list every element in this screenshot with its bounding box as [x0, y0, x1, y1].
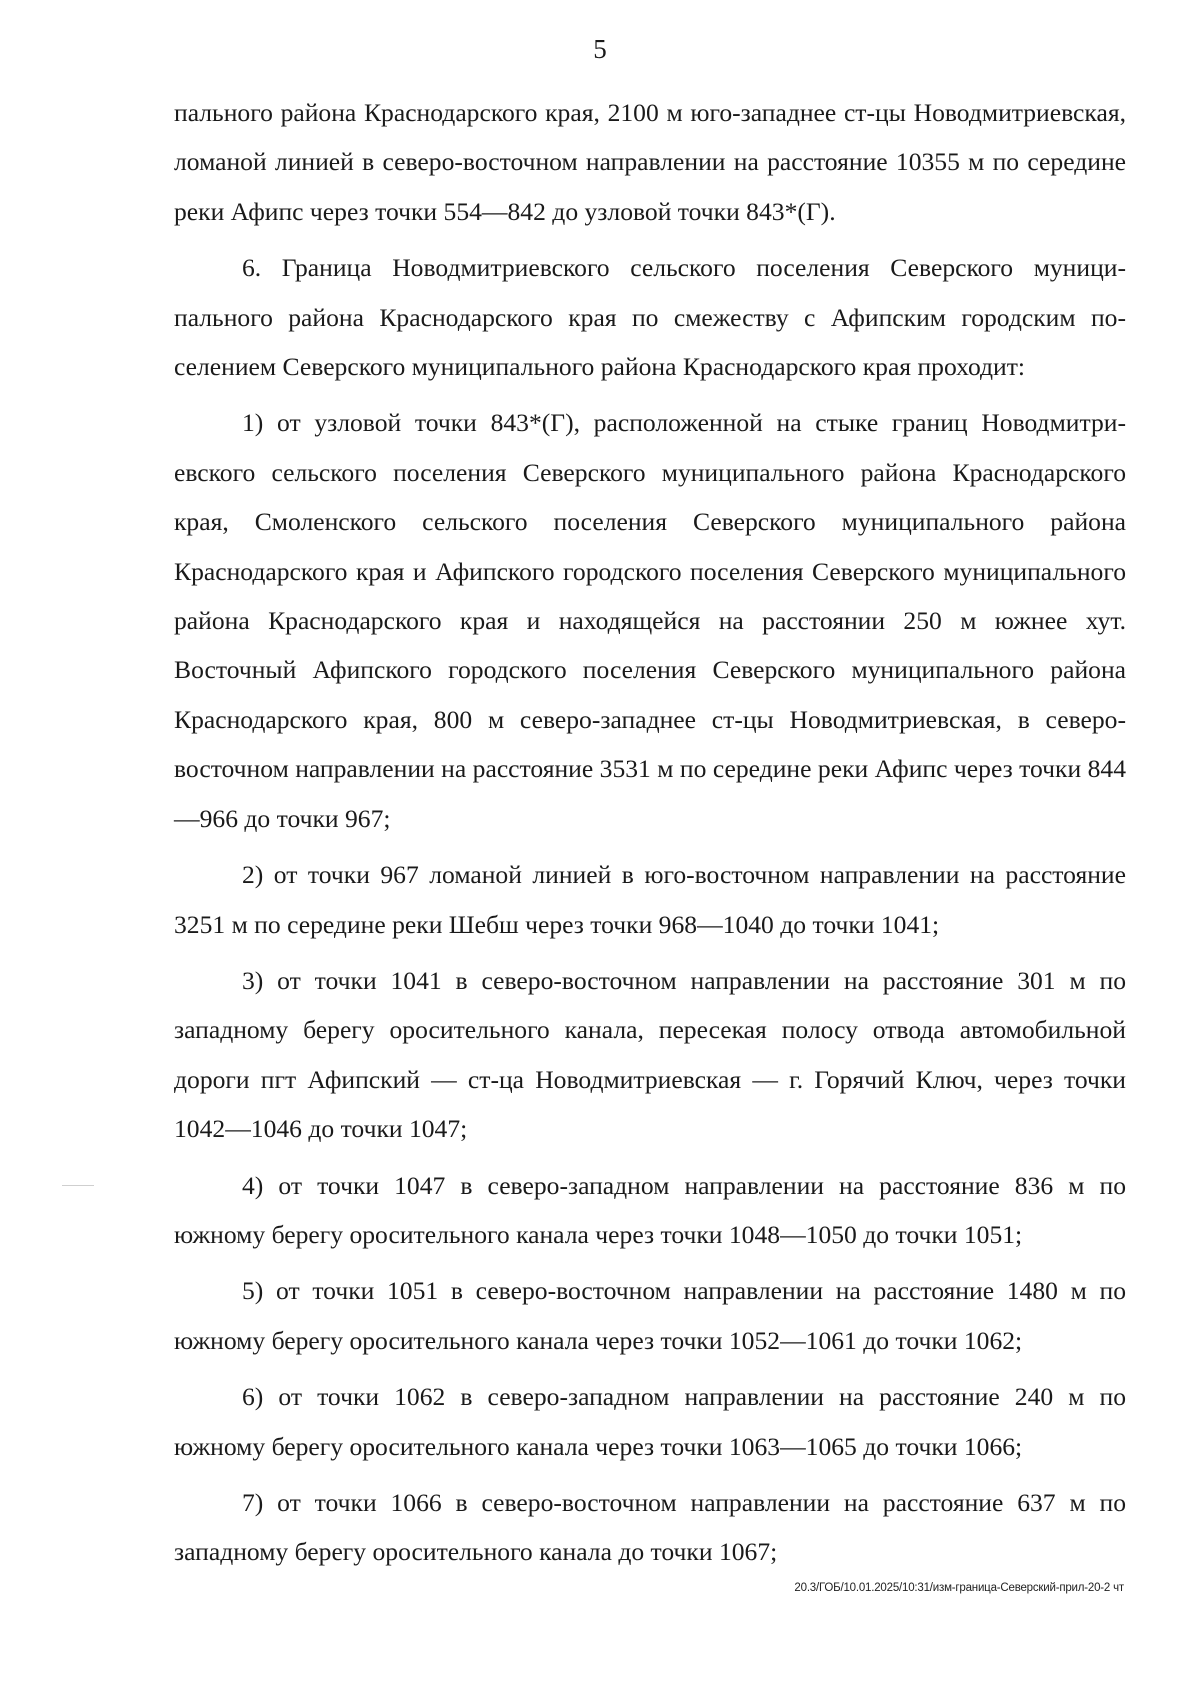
paragraph-item-7: 7) от точки 1066 в северо-восточном направлении на расстояние 637 м по западному берегу оросительного канала до точки 1067; — [174, 1487, 1126, 1567]
paragraph-item-4: 4) от точки 1047 в северо-западном направлении на расстояние 836 м по южному берегу оросительного канала через точки 1048—1050 до точки 1051; — [174, 1170, 1126, 1249]
document-body — [174, 88, 1126, 1584]
paragraph-section-6: 6. Граница Новодмитриевского сельского поселения Северского муниципального района Краснодарского края по смежеству с Афипским городским поселением Северского муниципального района Краснодарского края проходит: — [174, 253, 1126, 382]
scan-margin-mark — [62, 1185, 94, 1186]
paragraph-item-1: 1) от узловой точки 843*(Г), расположенной на стыке границ Новодмитриевского сельского поселения Северского муниципального района Краснодарского края, Смоленского сельского поселения Северского муниципального района Краснодарского края и Афипского городского поселения Северского муниципального района Краснодарского края и находящейся на расстоянии 250 м южнее хут. Восточный Афипского городского поселения Северского муниципального района Краснодарского края, 800 м северо-западнее ст-цы Новодмитриевская, в северо-восточном направлении на расстояние 3531 м по середине реки Афипс через точки 844—966 до точки 967; — [174, 408, 1126, 833]
paragraph-item-5: 5) от точки 1051 в северо-восточном направлении на расстояние 1480 м по южному берегу оросительного канала через точки 1052—1061 до точки 1062; — [174, 1276, 1126, 1355]
paragraph-item-2: 2) от точки 967 ломаной линией в юго-восточном направлении на расстояние 3251 м по середине реки Шебш через точки 968—1040 до точки 1041; — [174, 860, 1126, 939]
page-number: 5 — [593, 34, 607, 64]
paragraph-item-3: 3) от точки 1041 в северо-восточном направлении на расстояние 301 м по западному берегу оросительного канала, пересекая полосу отвода автомобильной дороги пгт Афипский — ст-ца Новодмитриевская — г. Горячий Ключ, через точки 1042—1046 до точки 1047; — [174, 965, 1126, 1144]
document-footer-reference: 20.3/ГОБ/10.01.2025/10:31/изм-граница-Северский-прил-20-2 чт — [794, 1582, 1124, 1594]
paragraph-item-6: 6) от точки 1062 в северо-западном направлении на расстояние 240 м по южному берегу оросительного канала через точки 1063—1065 до точки 1066; — [174, 1382, 1126, 1461]
paragraph-continuation: пального района Краснодарского края, 2100 м юго-западнее ст-цы Новодмитриевская, ломаной линией в северо-восточном направлении на расстояние 10355 м по середине реки Афипс через точки 554—842 до узловой точки 843*(Г). — [174, 98, 1126, 226]
